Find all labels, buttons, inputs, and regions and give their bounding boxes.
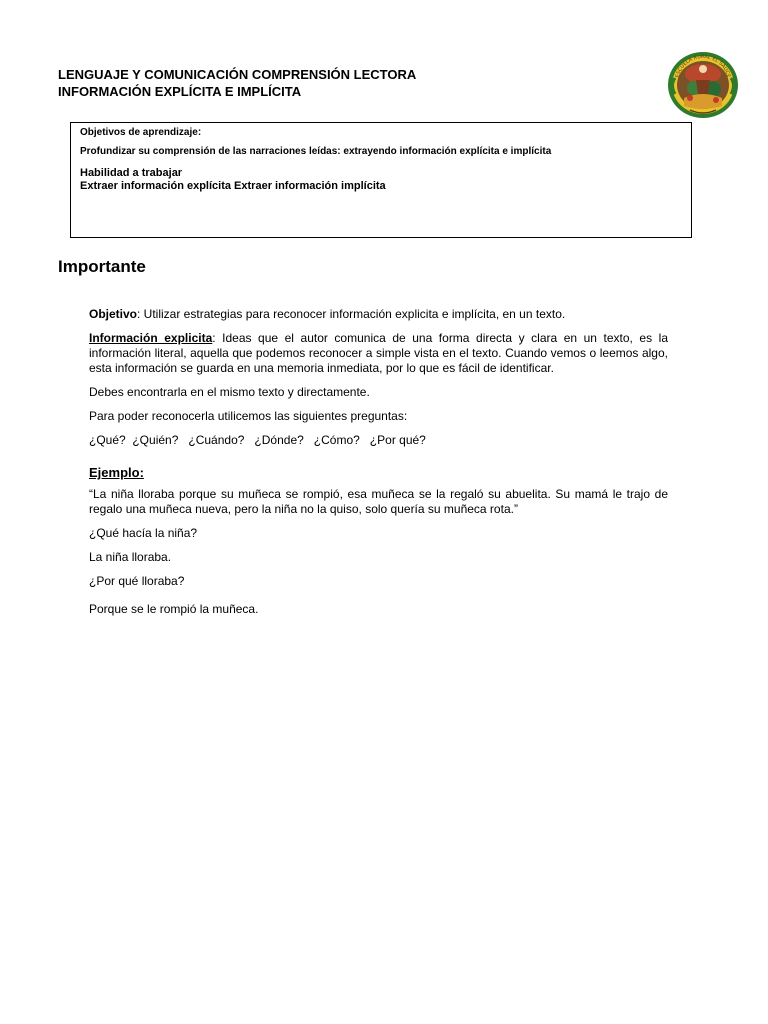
question-1: ¿Qué hacía la niña? <box>89 526 198 540</box>
find-paragraph: Debes encontrarla en el mismo texto y directamente. <box>89 385 370 399</box>
explicit-info-paragraph <box>89 331 668 376</box>
question-2: ¿Por qué lloraba? <box>89 574 185 588</box>
main-content <box>89 307 668 626</box>
answer-1: La niña lloraba. <box>89 550 172 564</box>
explicit-info-label: Información explicita <box>89 331 213 345</box>
objective-label: Objetivo <box>89 307 138 321</box>
objectives-box <box>70 122 692 238</box>
example-quote: “La niña lloraba porque su muñeca se rompió, esa muñeca se la regaló su abuelita. Su mamá le trajo de regalo una muñeca nueva, pero la niña no la quiso, solo quería su muñeca rota.” <box>89 487 668 516</box>
title-line-2: INFORMACIÓN EXPLÍCITA E IMPLÍCITA <box>58 84 302 99</box>
objectives-purpose: Profundizar su comprensión de las narraciones leídas: extrayendo información explícita e implícita <box>80 146 552 157</box>
skill-title: Habilidad a trabajar <box>80 167 183 179</box>
example-title: Ejemplo: <box>89 465 144 480</box>
objective-paragraph <box>89 307 668 322</box>
objective-text: : Utilizar estrategias para reconocer información explicita e implícita, en un texto. <box>137 307 566 321</box>
questions-list: ¿Qué? ¿Quién? ¿Cuándo? ¿Dónde? ¿Cómo? ¿Por qué? <box>89 433 426 447</box>
document-title <box>58 66 416 100</box>
title-line-1: LENGUAJE Y COMUNICACIÓN COMPRENSIÓN LECTORA <box>58 67 417 82</box>
svg-text:ESCUELA RURAL EL SAUCE: ESCUELA RURAL EL SAUCE <box>674 53 732 79</box>
explicit-info-text: : Ideas que el autor comunica de una forma directa y clara en un texto, es la información literal, aquella que podemos reconocer a simple vista en el texto. Cuando vemos o leemos algo, esta información se guarda en una memoria inmediata, por lo que es fácil de identificar. <box>89 331 668 375</box>
skill-list: Extraer información explícita Extraer información implícita <box>80 180 386 192</box>
school-seal-logo <box>666 50 740 120</box>
important-heading: Importante <box>58 257 146 276</box>
answer-2: Porque se le rompió la muñeca. <box>89 602 259 616</box>
objectives-heading: Objetivos de aprendizaje: <box>80 127 202 138</box>
questions-intro: Para poder reconocerla utilicemos las siguientes preguntas: <box>89 409 408 423</box>
